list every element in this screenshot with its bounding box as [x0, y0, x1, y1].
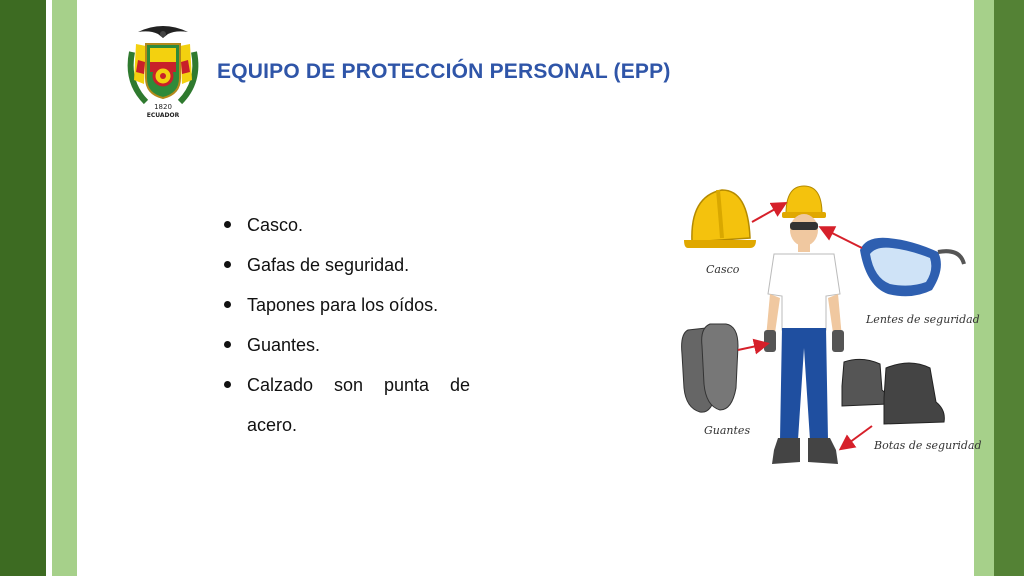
left-dark-bar [0, 0, 46, 576]
bullet-icon [224, 221, 231, 228]
left-light-bar [52, 0, 77, 576]
seal-year: 1820 [154, 103, 172, 111]
list-item: Casco. [220, 205, 470, 245]
list-item-continuation: acero. [247, 415, 298, 435]
gloves-icon [682, 324, 738, 412]
worker-icon [764, 186, 844, 464]
boots-icon [842, 359, 944, 424]
bullet-icon [224, 301, 231, 308]
list-item: Tapones para los oídos. [220, 285, 470, 325]
ppe-illustration [676, 178, 982, 476]
label-gloves: Guantes [704, 424, 751, 437]
list-item: Calzado son punta de acero. [220, 365, 470, 445]
helmet-icon [684, 190, 756, 248]
goggles-icon [860, 238, 964, 297]
right-light-bar [974, 0, 994, 576]
bullet-icon [224, 381, 231, 388]
list-item: Guantes. [220, 325, 470, 365]
bullet-icon [224, 341, 231, 348]
epp-list [220, 205, 470, 445]
seal-country: ECUADOR [146, 112, 180, 119]
right-dark-bar [994, 0, 1024, 576]
label-goggles: Lentes de seguridad [866, 313, 980, 326]
page-title: EQUIPO DE PROTECCIÓN PERSONAL (EPP) [217, 60, 671, 83]
ecuador-seal-logo [124, 22, 202, 120]
label-helmet: Casco [706, 263, 740, 276]
bullet-icon [224, 261, 231, 268]
list-item: Gafas de seguridad. [220, 245, 470, 285]
label-boots: Botas de seguridad [874, 439, 982, 452]
